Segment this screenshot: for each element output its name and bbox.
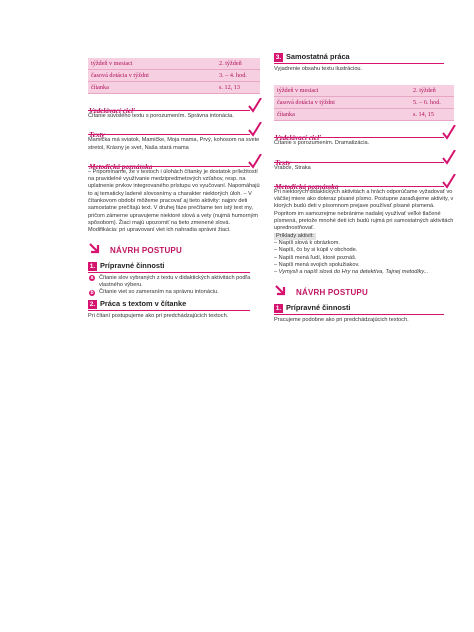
checkmark-icon (248, 122, 262, 137)
step-3 (274, 52, 454, 64)
checkmark-icon (442, 150, 456, 165)
list-item: a Čítanie slov vybraných z textu v didaktických aktivitách podľa vlastného výberu. (90, 274, 251, 288)
step-number: 3. (275, 54, 282, 61)
step-1 (88, 261, 260, 273)
step-number: 1. (275, 305, 282, 313)
navrh-postupu-heading (274, 284, 454, 300)
step-1 (274, 303, 454, 315)
section-heading-vzdelavaci-ciel (274, 127, 454, 143)
section-heading-texty (88, 124, 260, 140)
section-title: Vzdelávací cieľ (275, 134, 321, 143)
list-item: – Napíš slová k obrázkom. (274, 239, 340, 246)
list-item: b Čítanie viet so zameraním na správnu intonáciu. (90, 289, 219, 296)
examples-label-row (274, 233, 454, 240)
list-item: – Vymysli a napíš slová do Hry na detektíva, Tajnej metodiky... (274, 269, 429, 276)
arrow-down-right-icon (88, 242, 102, 256)
section-title: Texty (89, 131, 105, 140)
list-item: – Napíš mená ľudí, ktoré poznáš. (274, 254, 357, 261)
section-text: Čítanie súvislého textu s porozumením. Správna intonácia. (88, 113, 234, 119)
left-column (88, 58, 260, 321)
table-row: časová dotácia v týždni 5. – 6. hod. (274, 97, 454, 109)
left-info-table (88, 58, 260, 94)
section-text: Čítanie s porozumením. Dramatizácia. (274, 140, 370, 147)
badge-a: a (90, 275, 94, 282)
step-text: Vyjadrenie obsahu textu ilustráciou. (274, 66, 363, 72)
table-row: čítanka s. 12, 13 (88, 82, 260, 94)
checkmark-icon (248, 154, 262, 169)
table-row: časová dotácia v týždni 3. – 4. hod. (88, 70, 260, 82)
step-text: Pri čítaní postupujeme ako pri predchádzajúcich textoch. (88, 313, 229, 320)
step-number: 1. (89, 262, 96, 270)
examples-list (274, 240, 454, 276)
section-title: Vzdelávací cieľ (89, 107, 135, 115)
step-title: Prípravné činnosti (100, 260, 165, 270)
badge-b: b (90, 289, 94, 296)
section-title: Metodická poznámka (275, 182, 339, 191)
arrow-down-right-icon (274, 284, 288, 298)
table-row: týždeň v mesiaci 2. týždeň (88, 58, 260, 70)
section-heading-metodicka (88, 156, 260, 171)
section-heading-metodicka (274, 176, 454, 191)
list-item: – Napíš, čo by si kúpil v obchode. (274, 247, 358, 254)
navrh-title: NÁVRH POSTUPU (110, 245, 182, 255)
right-column (274, 52, 454, 325)
right-info-table (274, 85, 454, 121)
table-row: týždeň v mesiaci 2. týždeň (274, 85, 454, 97)
list-item: – Napíš mená svojich spolužiakov. (274, 261, 360, 268)
section-text: – Pripomíname, že v textoch i úlohách čítanky je dostatok príležitostí na pravidelné využívanie medzipredmetových vzťahov, resp. na uplatnenie prvkov integrovaného prístupu vo vyučovaní. Napomáhajú to aj tematicky ladené slovosnímy a charakter niektorých úloh. – V čítankovom období môžeme pracovať aj tieto aktivity: najprv deti samostatne prečítajú text. V druhej fáze prečítame ten istý text my, pričom zámerne upravujeme niektoré slová a vety (nujmä humorným spôsobom). Žiaci majú upozorniť na tieto zmenené slová. Modifikácia: pri upravovaní viet ich nahradia správni žiaci. (88, 168, 260, 234)
checkmark-icon (442, 174, 456, 189)
examples-label: Príklady aktivít: (276, 232, 314, 239)
table-row: čítanka s. 14, 15 (274, 109, 454, 121)
step-title: Prípravné činnosti (286, 303, 351, 313)
section-text: Pri niektorých didaktických aktivitách a hrách odporúčame vyžadovať vo väčšej miere ako doteraz písané písmo. Postupne zaraďujeme aktivity, v ktorých budú deti v písomnom prejave používať písané písmená. Popritom im samozrejme nebránime nadalej využívať veľké tlačené písmená, pretože mnohé deti ich budú rujmá pri samostatných aktivitách uprednostňovať. (274, 188, 454, 232)
checkmark-icon (248, 98, 262, 113)
section-title: Metodická poznámka (89, 162, 153, 171)
section-text: Vrabce, Straka (274, 164, 311, 171)
checkmark-icon (442, 125, 456, 140)
section-heading-vzdelavaci-ciel (88, 100, 260, 115)
section-title: Texty (275, 158, 291, 167)
step-title: Práca s textom v čítanke (100, 299, 187, 309)
step-title: Samostatná práca (286, 52, 350, 61)
navrh-title: NÁVRH POSTUPU (296, 288, 368, 298)
section-heading-texty (274, 152, 454, 167)
section-text: Mamička má sviatok, Mamičke, Moja mama, Prvý, kohosom na svete stretol, Krásny je svet, Naša stará mama (88, 137, 260, 151)
step-2 (88, 299, 260, 311)
step-number: 2. (89, 301, 96, 309)
step-text: Pracujeme podobne ako pri predchádzajúcich textoch. (274, 317, 409, 324)
navrh-postupu-heading (88, 242, 260, 258)
